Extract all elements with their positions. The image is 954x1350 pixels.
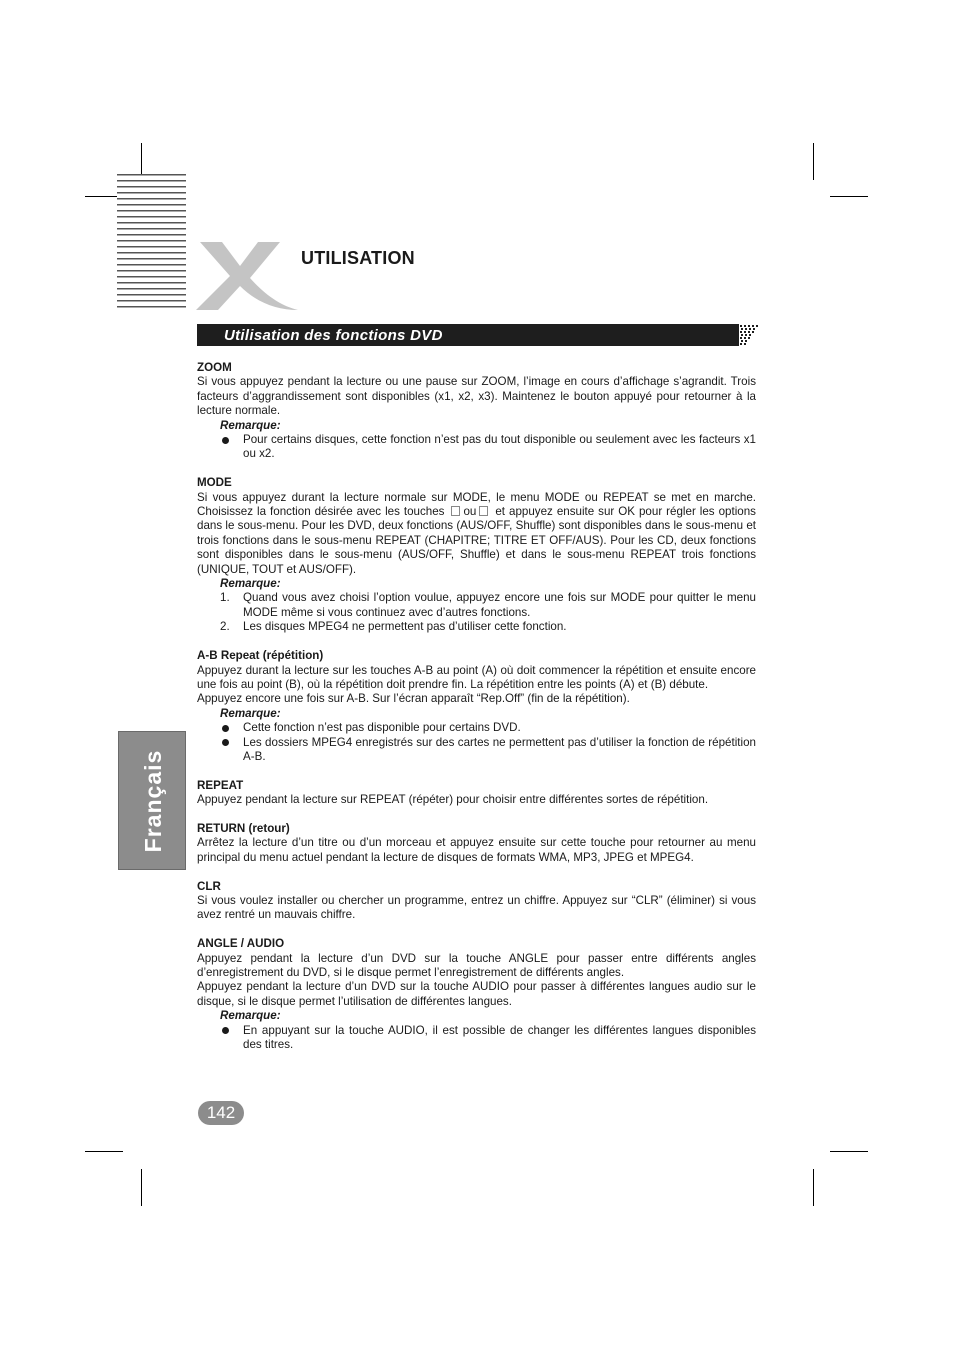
language-tab-label: Français — [140, 749, 166, 853]
section-text-part: et appuyez ensuite sur OK pour régler les options dans le sous-menu. Pour les DVD, deux fonctions (AUS/OFF, Shuffle) sont disponibles dans le sous-menu et trois fonctions dans le sous-menu REPEAT (CHAPITRE; TITRE ET OFF/AUS). Pour les CD, deux fonctions sont disponibles dans le sous-menu (AUS/OFF, Shuffle) et dans le sous-menu REPEAT trois fonctions (UNIQUE, TOUT et AUS/OFF). — [197, 505, 756, 576]
section-text: Appuyez pendant la lecture sur REPEAT (répéter) pour choisir entre différentes sortes de répétition. — [197, 793, 709, 807]
remark-label: Remarque: — [220, 1009, 281, 1023]
remark-label: Remarque: — [220, 577, 281, 591]
remark-list — [197, 433, 756, 462]
bullet-icon — [222, 437, 229, 444]
remark-list — [197, 591, 756, 634]
list-item — [197, 721, 756, 735]
section-ab-repeat — [197, 649, 756, 764]
section-text: Arrêtez la lecture d’un titre ou d’un morceau et appuyez ensuite sur cette touche pour retourner au menu principal du menu actuel pendant la lecture de disques de formats WMA, MP3, JPEG et MPEG4. — [197, 836, 756, 864]
crop-mark — [813, 143, 814, 180]
section-text: Appuyez pendant la lecture d’un DVD sur la touche AUDIO pour passer à différentes langues audio sur le disque, si le disque permet l’utilisation de différentes langues. — [197, 980, 756, 1008]
section-mode — [197, 476, 756, 634]
section-title: ZOOM — [197, 361, 232, 374]
list-number: 2. — [220, 620, 230, 634]
section-banner — [197, 324, 759, 346]
bullet-icon — [222, 739, 229, 746]
page-title: UTILISATION — [301, 248, 415, 268]
section-zoom — [197, 361, 756, 462]
banner-dots-icon — [733, 324, 759, 346]
section-title: MODE — [197, 476, 232, 490]
crop-mark — [813, 1169, 814, 1206]
list-item-text: Les dossiers MPEG4 enregistrés sur des cartes ne permettent pas d’utiliser la fonction de répétition A-B. — [243, 735, 756, 763]
bullet-icon — [222, 1027, 229, 1034]
remark-list — [197, 721, 756, 764]
section-title: ANGLE / AUDIO — [197, 937, 285, 951]
crop-mark — [830, 196, 868, 197]
list-item — [197, 620, 756, 634]
list-item-text: Pour certains disques, cette fonction n’est pas du tout disponible ou seulement avec les facteurs x1 ou x2. — [243, 433, 756, 461]
crop-mark — [830, 1151, 868, 1152]
remark-label: Remarque: — [220, 418, 281, 432]
list-item-text: Les disques MPEG4 ne permettent pas d’utiliser cette fonction. — [243, 620, 567, 634]
banner-title: Utilisation des fonctions DVD — [224, 326, 443, 344]
list-item-text: Quand vous avez choisi l’option voulue, appuyez encore une fois sur MODE pour quitter le menu MODE même si vous continuez avec d’autres fonctions. — [243, 591, 756, 619]
list-item — [197, 1024, 756, 1053]
remark-label: Remarque: — [220, 706, 281, 720]
remark-list — [197, 1024, 756, 1053]
section-text: Appuyez encore une fois sur A-B. Sur l’écran apparaît “Rep.Off” (fin de la répétition). — [197, 692, 630, 706]
section-title: CLR — [197, 879, 221, 893]
section-text-part: Si vous appuyez durant la lecture normale sur MODE, le menu MODE ou REPEAT se met en marche. Choisissez la fonction désirée avec les touches — [197, 490, 756, 519]
section-angle-audio — [197, 937, 756, 1052]
decorative-stripes — [117, 174, 186, 312]
content-body — [197, 361, 756, 1067]
list-item — [197, 433, 756, 462]
list-item — [197, 591, 756, 620]
list-item-text: Cette fonction n’est pas disponible pour certains DVD. — [243, 721, 521, 735]
language-tab — [118, 731, 186, 870]
up-key-icon — [451, 506, 460, 516]
section-text — [197, 491, 756, 577]
section-title: REPEAT — [197, 778, 244, 792]
section-title: RETURN (retour) — [197, 821, 290, 835]
x-logo-icon — [196, 240, 300, 312]
section-text: Si vous appuyez pendant la lecture ou une pause sur ZOOM, l’image en cours d’affichage s’agrandit. Trois facteurs d’aggrandissement sont disponibles (x1, x2, x3). Maintenez le bouton appuyé pour retourner à la lecture normale. — [197, 375, 756, 418]
crop-mark — [85, 1151, 123, 1152]
crop-mark — [141, 1169, 142, 1206]
page-number: 142 — [198, 1101, 244, 1125]
section-text: Appuyez pendant la lecture d’un DVD sur la touche ANGLE pour passer entre différents angles d’enregistrement du DVD, si le disque permet l’enregistrement de différents angles. — [197, 951, 756, 979]
section-text: Appuyez durant la lecture sur les touches A-B au point (A) où doit commencer la répétition et ensuite encore une fois au point (B), où la répétition doit prendre fin. La répétition entre les points (A) et (B) débute. — [197, 663, 756, 691]
section-title: A-B Repeat (répétition) — [197, 649, 324, 663]
section-return — [197, 822, 756, 865]
section-text: Si vous voulez installer ou chercher un programme, entrez un chiffre. Appuyez sur “CLR” (éliminer) si vous avez rentré un mauvais chiffre. — [197, 893, 756, 922]
section-repeat — [197, 779, 756, 808]
list-item-text: En appuyant sur la touche AUDIO, il est possible de changer les différentes langues disponibles des titres. — [243, 1023, 756, 1051]
list-item — [197, 736, 756, 765]
section-text-part: ou — [463, 505, 477, 519]
section-clr — [197, 880, 756, 923]
down-key-icon — [479, 506, 488, 516]
list-number: 1. — [220, 591, 230, 605]
bullet-icon — [222, 725, 229, 732]
